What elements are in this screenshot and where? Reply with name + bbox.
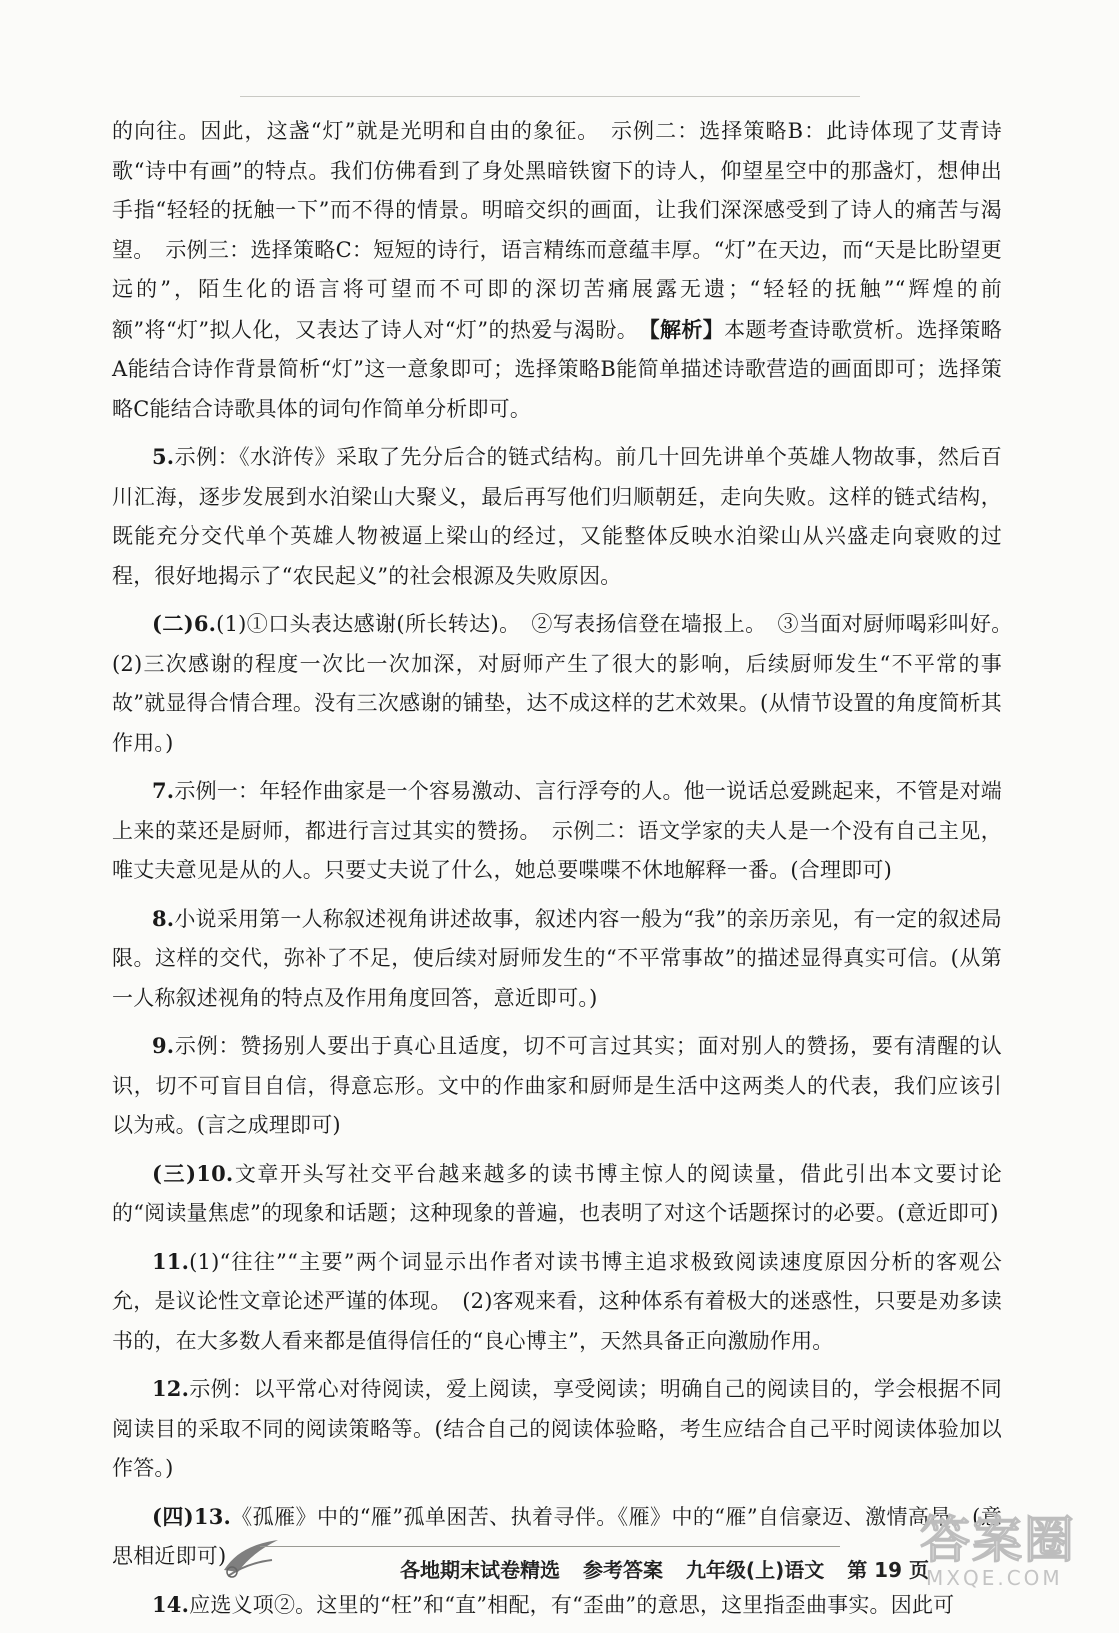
answer-paragraph-7: 7.示例一：年轻作曲家是一个容易激动、言行浮夸的人。他一说话总爱跳起来，不管是对端上来的菜还是厨师，都进行言过其实的赞扬。 示例二：语文学家的夫人是一个没有自己主见，唯丈夫意见是从的人。只要丈夫说了什么，她总要喋喋不休地解释一番。(合理即可) [112,778,1002,882]
answer-paragraph-5: 5.示例：《水浒传》采取了先分后合的链式结构。前几十回先讲单个英雄人物故事，然后百川汇海，逐步发展到水泊梁山大聚义，最后再写他们归顺朝廷，走向失败。这样的链式结构，既能充分交代单个英雄人物被逼上梁山的经过，又能整体反映水泊梁山从兴盛走向衰败的过程，很好地揭示了“农民起义”的社会根源及失败原因。 [112,444,1002,588]
answer-content [112,112,1024,1633]
footer-caption [400,1554,945,1583]
watermark [920,1500,1110,1596]
answer-paragraph-6: (二)6.(1)①口头表达感谢(所长转达)。 ②写表扬信登在墙报上。 ③当面对厨师喝彩叫好。 (2)三次感谢的程度一次比一次加深，对厨师产生了很大的影响，后续厨师发生“不平常的事故”就显得合情合理。没有三次感谢的铺垫，达不成这样的艺术效果。(从情节设置的角度简析其作用。) [112,611,1024,755]
watermark-url: MXQE.COM [926,1566,1063,1590]
footer-rule [260,1546,840,1547]
answer-paragraph-13: (四)13.《孤雁》中的“雁”孤单困苦、执着寻伴。《雁》中的“雁”自信豪迈、激情高昂。(意思相近即可) [112,1503,1002,1568]
answer-paragraph-11: 11.(1)“往往”“主要”两个词显示出作者对读书博主追求极致阅读速度原因分析的客观公允，是议论性文章论述严谨的体现。 (2)客观来看，这种体系有着极大的迷惑性，只要是劝多读书的，在大多数人看来都是值得信任的“良心博主”，天然具备正向激励作用。 [112,1248,1002,1353]
answer-paragraph-10: (三)10.文章开头写社交平台越来越多的读书博主惊人的阅读量，借此引出本文要讨论的“阅读量焦虑”的现象和话题；这种现象的普遍，也表明了对这个话题探讨的必要。(意近即可) [112,1160,1003,1225]
answer-paragraph-4-cont: 的向往。因此，这盏“灯”就是光明和自由的象征。 示例二：选择策略B：此诗体现了艾青诗歌“诗中有画”的特点。我们仿佛看到了身处黑暗铁窗下的诗人，仰望星空中的那盏灯，想伸出手指“轻轻的抚触一下”而不得的情景。明暗交织的画面，让我们深深感受到了诗人的痛苦与渴望。 示例三：选择策略C：短短的诗行，语言精练而意蕴丰厚。“灯”在天边，而“天是比盼望更远的”，陌生化的语言将可望而不可即的深切苦痛展露无遗；“轻轻的抚触”“辉煌的前额”将“灯”拟人化，又表达了诗人对“灯”的热爱与渴盼。 【解析】本题考查诗歌赏析。选择策略A能结合诗作背景简析“灯”这一意象即可；选择策略B能简单描述诗歌营造的画面即可；选择策略C能结合诗歌具体的词句作简单分析即可。 [112,119,1002,421]
question-number: 7. [152,778,175,803]
section-label: 参考答案 [582,1558,663,1582]
question-number: (二)6. [152,611,217,636]
question-number: 5. [152,444,175,469]
analysis-tag: 【解析】 [649,316,725,342]
book-title: 各地期末试卷精选 [400,1558,560,1582]
question-number: 8. [152,905,175,931]
question-number: 11. [152,1248,190,1274]
question-number: (三)10. [152,1160,234,1186]
grade-subject: 九年级(上)语文 [685,1558,825,1582]
header-rule [240,96,860,97]
question-number: 12. [152,1376,190,1401]
answer-paragraph-14: 14.应选义项②。这里的“枉”和“直”相配，有“歪曲”的意思，这里指歪曲事实。因此可 [152,1591,955,1617]
answer-paragraph-12: 12.示例：以平常心对待阅读，爱上阅读，享受阅读；明确自己的阅读目的，学会根据不同阅读目的采取不同的阅读策略等。(结合自己的阅读体验略，考生应结合自己平时阅读体验加以作答。) [112,1376,1002,1480]
page-number: 第 19 页 [847,1558,929,1582]
brush-logo-icon [218,1532,288,1582]
watermark-logo-text: 答案圈 [920,1511,1076,1569]
answer-paragraph-9: 9.示例：赞扬别人要出于真心且适度，切不可言过其实；面对别人的赞扬，要有清醒的认识，切不可盲目自信，得意忘形。文中的作曲家和厨师是生活中这两类人的代表，我们应该引以为戒。(言之成理即可) [112,1033,1002,1137]
question-number: (四)13. [152,1503,232,1529]
answer-paragraph-8: 8.小说采用第一人称叙述视角讲述故事，叙述内容一般为“我”的亲历亲见，有一定的叙述局限。这样的交代，弥补了不足，使后续对厨师发生的“不平常事故”的描述显得真实可信。(从第一人称叙述视角的特点及作用角度回答，意近即可。) [112,905,1002,1010]
question-number: 14. [152,1591,190,1617]
question-number: 9. [152,1033,175,1058]
